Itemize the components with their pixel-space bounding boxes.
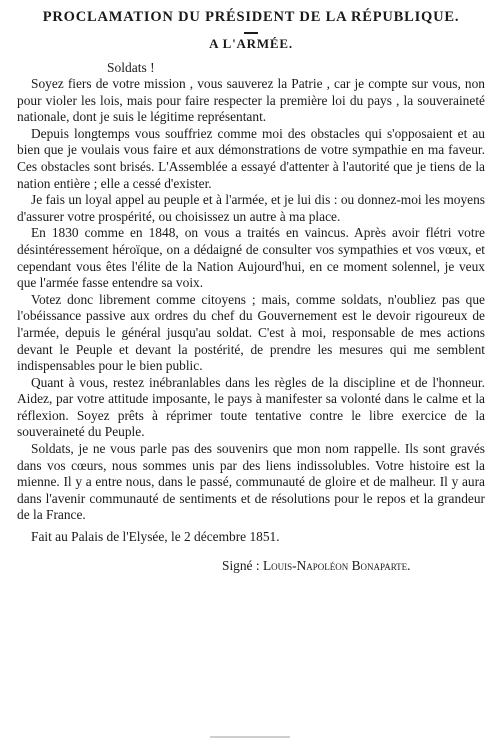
paragraph: Je fais un loyal appel au peuple et à l'armée, et je lui dis : ou donnez-moi les moyens d'assurer votre prospérité, ou choisissez un autre à ma place. (17, 192, 485, 224)
paragraph: Quant à vous, restez inébranlables dans les règles de la discipline et de l'honneur. Aidez, par votre attitude imposante, le pays à manifester sa volonté dans le calme et la réflexion. Soyez prêts à réprimer toute tentative contre le libre exercice de la souveraineté du Peuple. (17, 374, 485, 440)
paragraph: Votez donc librement comme citoyens ; mais, comme soldats, n'oubliez pas que l'obéissance passive aux ordres du chef du Gouvernement est le devoir rigoureux de l'armée, depuis le général jusqu'au soldat. C'est à moi, responsable de mes actions devant le Peuple et devant la postérité, de prendre les mesures qui me semblent indispensables pour le bien public. (17, 291, 485, 374)
paragraph: Depuis longtemps vous souffriez comme moi des obstacles qui s'opposaient et au bien que je voulais vous faire et aux démonstrations de votre sympathie en ma faveur. Ces obstacles sont brisés. L'Assemblée a essayé d'attenter à l'autorité que je tiens de la nation entière ; elle a cessé d'exister. (17, 125, 485, 191)
document-title: PROCLAMATION DU PRÉSIDENT DE LA RÉPUBLIQUE. (42, 9, 460, 25)
paragraph: Soldats, je ne vous parle pas des souvenirs que mon nom rappelle. Ils sont gravés dans vos cœurs, nous sommes unis par des liens indissolubles. Votre histoire est la mienne. Il y a entre nous, dans le passé, communauté de gloire et de malheur. Il y aura dans l'avenir communauté de sentiments et de résolutions pour le repos et la grandeur de la France. (17, 441, 485, 523)
document-subtitle: A L'ARMÉE. (209, 36, 293, 51)
title-divider (244, 32, 258, 34)
paragraph: Soyez fiers de votre mission , vous sauverez la Patrie , car je compte sur vous, non pour violer les lois, mais pour faire respecter la première loi du pays , la souveraineté nationale, dont je suis le légitime représentant. (17, 76, 485, 125)
salutation: Soldats ! (107, 60, 155, 75)
signature-label: Signé : (222, 558, 260, 574)
dateline: Fait au Palais de l'Elysée, le 2 décembre 1851. (31, 529, 280, 545)
signature-name: Louis-Napoléon Bonaparte. (262, 558, 411, 574)
page-edge-mark (210, 736, 290, 738)
paragraph: En 1830 comme en 1848, on vous a traités en vaincus. Après avoir flétri votre désintéressement héroïque, on a dédaigné de consulter vos sympathies et vos vœux, et cependant vous êtes l'élite de la Nation Aujourd'hui, en ce moment solennel, je veux que l'armée fasse entendre sa voix. (17, 225, 485, 291)
signature (222, 557, 485, 574)
